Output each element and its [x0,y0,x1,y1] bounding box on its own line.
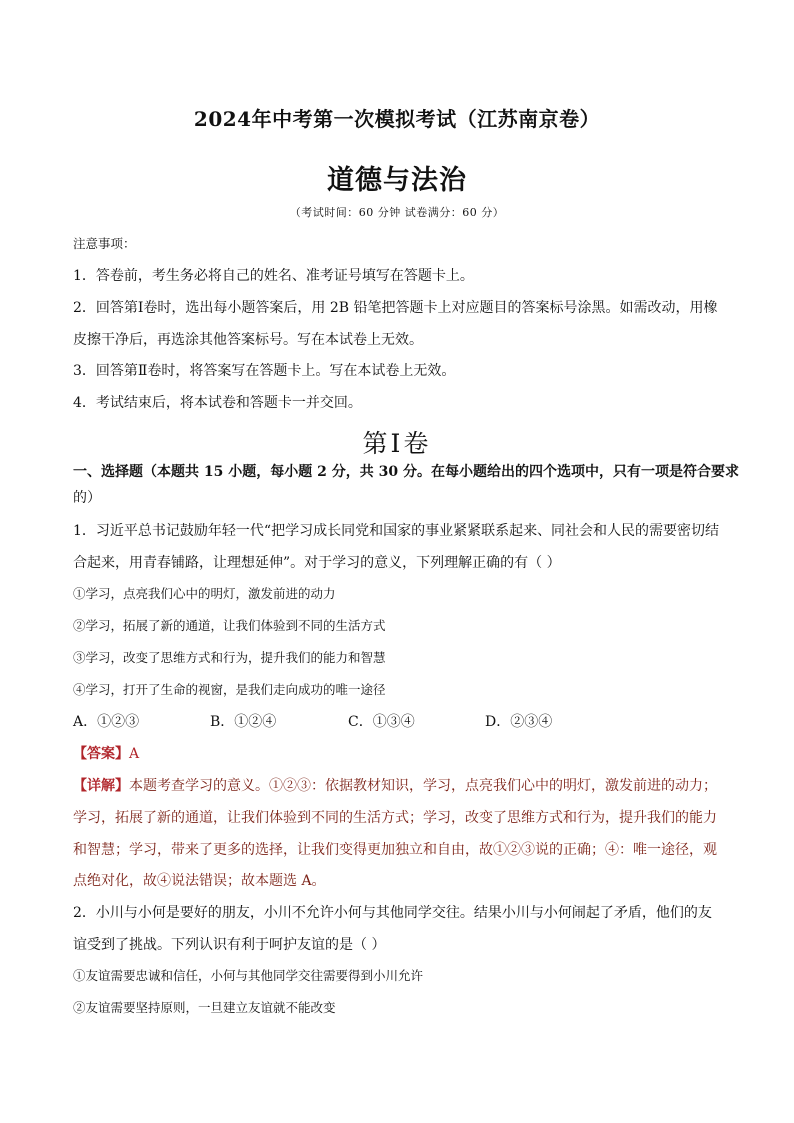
section-instructions-cont [73,489,723,507]
q1-explain-line2: 学习，拓展了新的通道，让我们体验到不同的生活方式；学习，改变了思维方式和行为，提升我们的能力 [73,810,717,826]
q1-explain-line4: 点绝对化，故④说法错误；故本题选 A。 [73,873,326,889]
q1-explain-line3: 和智慧；学习，带来了更多的选择，让我们变得更加独立和自由，故①②③说的正确；④：唯一途径，观 [73,842,717,858]
note-item-3: 3．回答第Ⅱ卷时，将答案写在答题卡上。写在本试卷上无效。 [73,363,456,379]
section-instructions-line1: 一、选择题（本题共 15 小题，每小题 2 分，共 30 分。在每小题给出的四个选项中，只有一项是符合要求 [73,464,739,480]
note-item-1: 1．答卷前，考生务必将自己的姓名、准考证号填写在答题卡上。 [73,268,474,284]
q2-statement-1: ①友谊需要忠诚和信任，小何与其他同学交往需要得到小川允许 [73,968,424,983]
note-item-2-cont: 皮擦干净后，再选涂其他答案标号。写在本试卷上无效。 [73,332,423,348]
q1-answer [73,745,723,763]
section-instructions-line2: 的） [73,490,101,506]
q2-statement-2: ②友谊需要坚持原则，一旦建立友谊就不能改变 [73,1000,336,1015]
q1-option-d: D．②③④ [485,714,553,730]
explain-label: 【详解】 [73,778,129,794]
q2-stem-line1: 2．小川与小何是要好的朋友，小川不允许小何与其他同学交往。结果小川与小何闹起了矛盾，他们的友 [73,905,712,921]
q1-statement-2: ②学习，拓展了新的通道，让我们体验到不同的生活方式 [73,618,386,633]
q1-explain-line1 [73,777,723,795]
q1-stem-line1: 1．习近平总书记鼓励年轻一代“把学习成长同党和国家的事业紧紧联系起来、同社会和人民的需要密切结 [73,523,720,539]
note-item-4: 4．考试结束后，将本试卷和答题卡一并交回。 [73,395,362,411]
answer-label: 【答案】 [73,746,129,762]
q1-option-b: B．①②④ [210,714,277,730]
q1-statement-1: ①学习，点亮我们心中的明灯，激发前进的动力 [73,586,336,601]
q1-statement-3: ③学习，改变了思维方式和行为，提升我们的能力和智慧 [73,650,386,665]
notes-heading: 注意事项： [73,236,136,251]
exam-info: （考试时间：60 分钟 试卷满分：60 分） [289,206,505,219]
answer-value: A [129,746,140,762]
q1-option-a: A．①②③ [73,714,140,730]
subject-title: 道德与法治 [327,165,467,196]
q1-option-c: C．①③④ [348,714,415,730]
explain-text-1: 本题考查学习的意义。①②③：依据教材知识，学习，点亮我们心中的明灯，激发前进的动力； [129,778,717,794]
q1-statement-4: ④学习，打开了生命的视窗，是我们走向成功的唯一途径 [73,682,386,697]
q2-stem-line2: 谊受到了挑战。下列认识有利于呵护友谊的是（ ） [73,937,386,953]
section-instructions [73,463,739,481]
section-heading: 第Ⅰ卷 [362,429,432,458]
note-item-2: 2．回答第Ⅰ卷时，选出每小题答案后，用 2B 铅笔把答题卡上对应题目的答案标号涂黑。如需改动，用橡 [73,300,718,316]
q1-stem-line2: 合起来，用青春铺路，让理想延伸”。对于学习的意义，下列理解正确的有（ ） [73,555,561,571]
exam-title: 2024年中考第一次模拟考试（江苏南京卷） [193,107,601,131]
q1-options [73,713,723,731]
